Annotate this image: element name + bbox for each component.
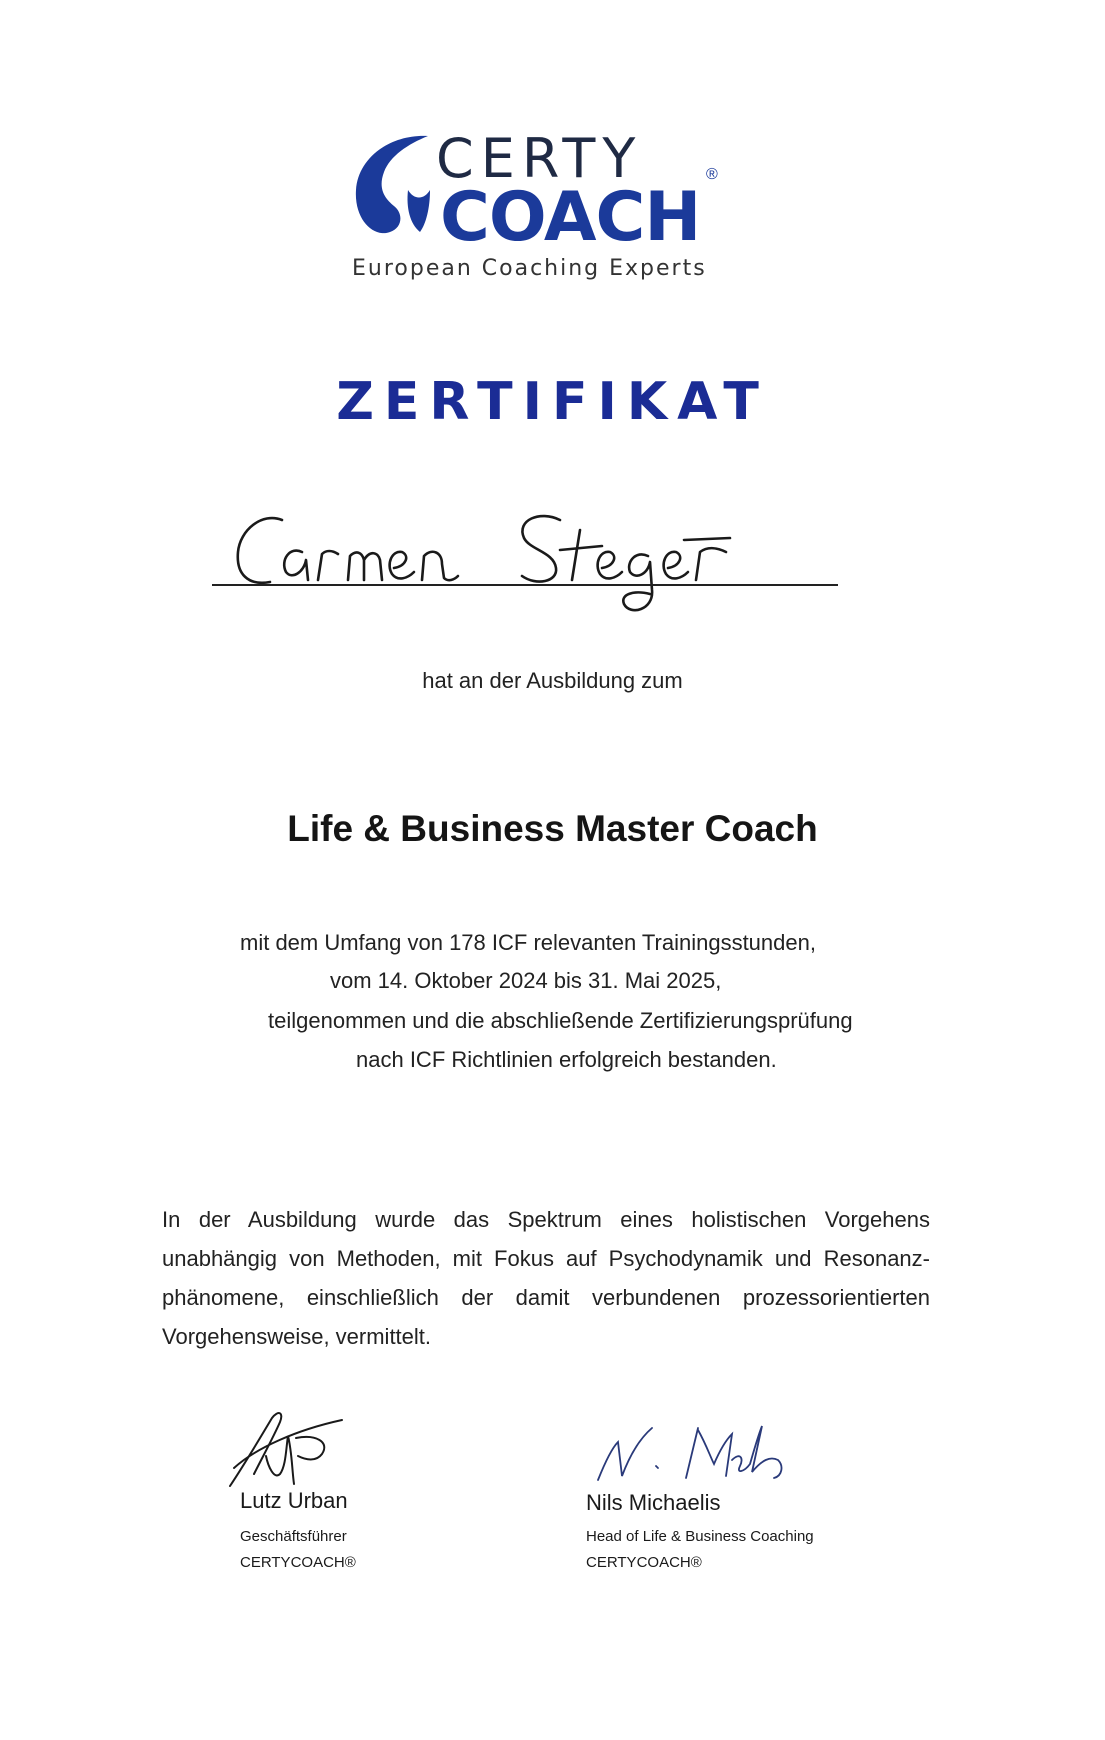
signer-role: Geschäftsführer xyxy=(240,1528,347,1545)
signer-org: CERTYCOACH® xyxy=(240,1554,356,1571)
signature-lutz-urban xyxy=(226,1408,356,1490)
recipient-name-handwriting xyxy=(210,490,840,620)
logo-coach-text: COACH xyxy=(440,178,701,257)
signer-lutz-urban xyxy=(226,1408,486,1588)
signer-org: CERTYCOACH® xyxy=(586,1554,702,1571)
details-line: teilgenommen und die abschließende Zertifizierungsprüfung xyxy=(268,1008,853,1033)
course-title: Life & Business Master Coach xyxy=(287,808,818,849)
details-line: mit dem Umfang von 178 ICF relevanten Trainingsstunden, xyxy=(240,930,816,955)
certycoach-logo xyxy=(350,128,730,288)
registered-mark: ® xyxy=(706,166,718,183)
intro-text: hat an der Ausbildung zum xyxy=(422,668,683,693)
recipient-name-line xyxy=(212,584,838,586)
description-paragraph: In der Ausbildung wurde das Spektrum eines holistischen Vorgehens unabhängig von Methoden, mit Fokus auf Psychodynamik und Resonanzphänomene, einschließlich der damit verbundenen prozessorientierten Vorgehensweise, vermittelt. xyxy=(162,1207,930,1349)
signer-role: Head of Life & Business Coaching xyxy=(586,1528,814,1545)
signer-name: Nils Michaelis xyxy=(586,1490,721,1515)
signature-nils-michaelis xyxy=(594,1420,794,1490)
logo-certy-text: CERTY xyxy=(436,127,643,190)
details-line: vom 14. Oktober 2024 bis 31. Mai 2025, xyxy=(330,968,722,993)
certificate-title: ZERTIFIKAT xyxy=(336,372,769,432)
signer-name: Lutz Urban xyxy=(240,1488,348,1513)
details-line: nach ICF Richtlinien erfolgreich bestanden. xyxy=(356,1047,777,1072)
logo-tagline: European Coaching Experts xyxy=(352,256,707,281)
signer-nils-michaelis xyxy=(586,1410,906,1590)
